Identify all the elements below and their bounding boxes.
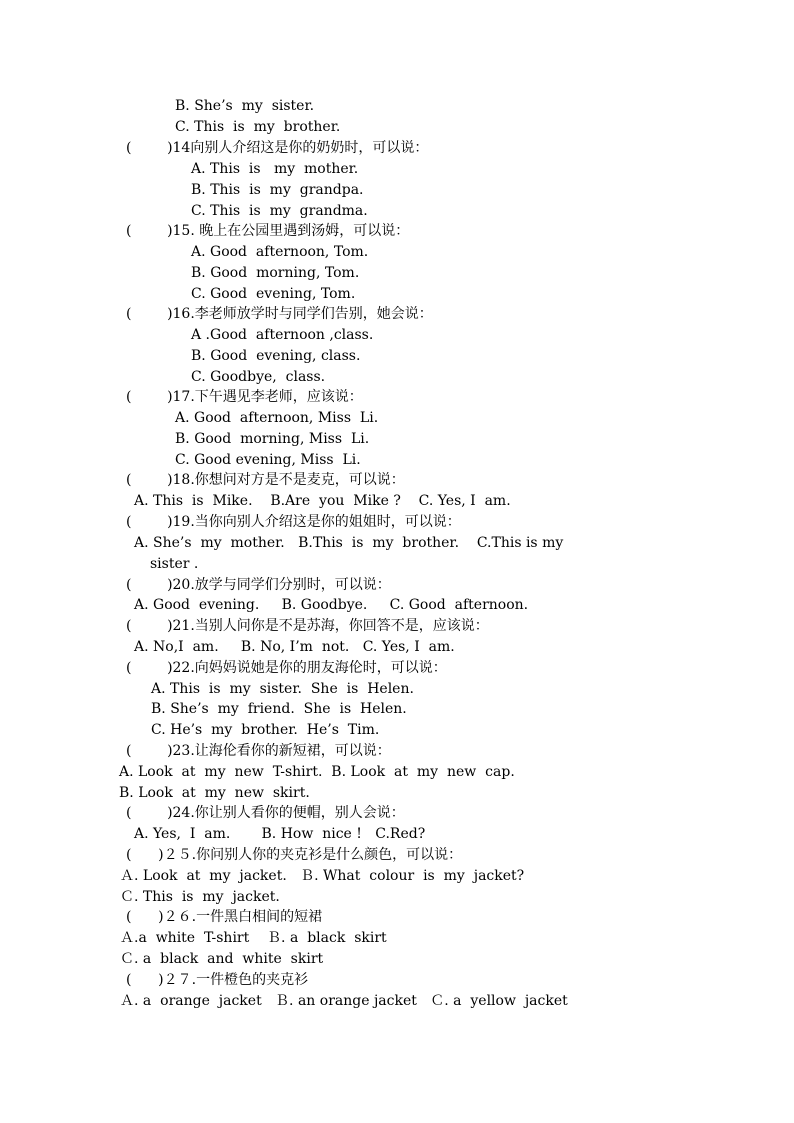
- q14-option-b: B. This is my grandpa.: [191, 182, 364, 198]
- q20-prompt: ( )20.放学与同学们分别时，可以说：: [126, 577, 391, 593]
- q13-option-c: C. This is my brother.: [175, 119, 341, 135]
- q22-option-b: B. She’s my friend. She is Helen.: [151, 701, 407, 717]
- q27-prompt: ( )２７.一件橙色的夹克衫: [126, 972, 309, 988]
- q24-prompt: ( )24.你让别人看你的便帽，别人会说：: [126, 805, 405, 821]
- q26-options: Ａ.a white T-shirt Ｂ. a black skirt: [120, 930, 387, 946]
- q18-prompt: ( )18.你想问对方是不是麦克，可以说：: [126, 472, 405, 488]
- q17-prompt: ( )17.下午遇见李老师，应该说：: [126, 389, 363, 405]
- q14-option-a: A. This is my mother.: [191, 161, 359, 177]
- q19-prompt: ( )19.当你向别人介绍这是你的姐姐时，可以说：: [126, 514, 461, 530]
- q25-options-continued: Ｃ. This is my jacket.: [120, 889, 280, 905]
- q16-option-b: B. Good evening, class.: [191, 348, 361, 364]
- q22-option-a: A. This is my sister. She is Helen.: [151, 681, 414, 697]
- q19-options-continued: sister .: [150, 556, 199, 572]
- q17-option-a: A. Good afternoon, Miss Li.: [175, 410, 379, 426]
- q23-prompt: ( )23.让海伦看你的新短裙，可以说：: [126, 743, 391, 759]
- q15-option-c: C. Good evening, Tom.: [191, 286, 356, 302]
- q19-options: A. She’s my mother. B.This is my brother. C.This is my: [134, 535, 564, 551]
- q16-option-c: C. Goodbye, class.: [191, 369, 326, 385]
- q15-prompt: ( )15. 晚上在公园里遇到汤姆，可以说：: [126, 223, 410, 239]
- q18-options: A. This is Mike. B.Are you Mike ? C. Yes, I am.: [134, 493, 511, 509]
- q15-option-a: A. Good afternoon, Tom.: [191, 244, 369, 260]
- q17-option-c: C. Good evening, Miss Li.: [175, 452, 361, 468]
- q23-options-continued: B. Look at my new skirt.: [119, 785, 310, 801]
- q16-option-a: A .Good afternoon ,class.: [191, 327, 374, 343]
- q27-options: Ａ. a orange jacket Ｂ. an orange jacket Ｃ. a yellow jacket: [120, 993, 568, 1009]
- q25-prompt: ( )２５.你问别人你的夹克衫是什么颜色，可以说：: [126, 847, 463, 863]
- q14-option-c: C. This is my grandma.: [191, 203, 368, 219]
- q14-prompt: ( )14向别人介绍这是你的奶奶时，可以说：: [126, 140, 429, 156]
- q13-option-b: B. She’s my sister.: [175, 98, 315, 114]
- q26-options-continued: Ｃ. a black and white skirt: [120, 951, 324, 967]
- q16-prompt: ( )16.李老师放学时与同学们告别，她会说：: [126, 306, 433, 322]
- q23-options: A. Look at my new T-shirt. B. Look at my new cap.: [119, 764, 515, 780]
- q21-prompt: ( )21.当别人问你是不是苏海，你回答不是，应该说：: [126, 618, 489, 634]
- q25-options: Ａ. Look at my jacket. Ｂ. What colour is my jacket?: [120, 868, 525, 884]
- q24-options: A. Yes, I am. B. How nice ! C.Red?: [134, 826, 426, 842]
- q15-option-b: B. Good morning, Tom.: [191, 265, 360, 281]
- q22-option-c: C. He’s my brother. He’s Tim.: [151, 722, 380, 738]
- q20-options: A. Good evening. B. Goodbye. C. Good afternoon.: [134, 597, 529, 613]
- q26-prompt: ( )２６.一件黑白相间的短裙: [126, 909, 323, 925]
- q21-options: A. No,I am. B. No, I’m not. C. Yes, I am.: [134, 639, 455, 655]
- q22-prompt: ( )22.向妈妈说她是你的朋友海伦时，可以说：: [126, 660, 447, 676]
- q17-option-b: B. Good morning, Miss Li.: [175, 431, 370, 447]
